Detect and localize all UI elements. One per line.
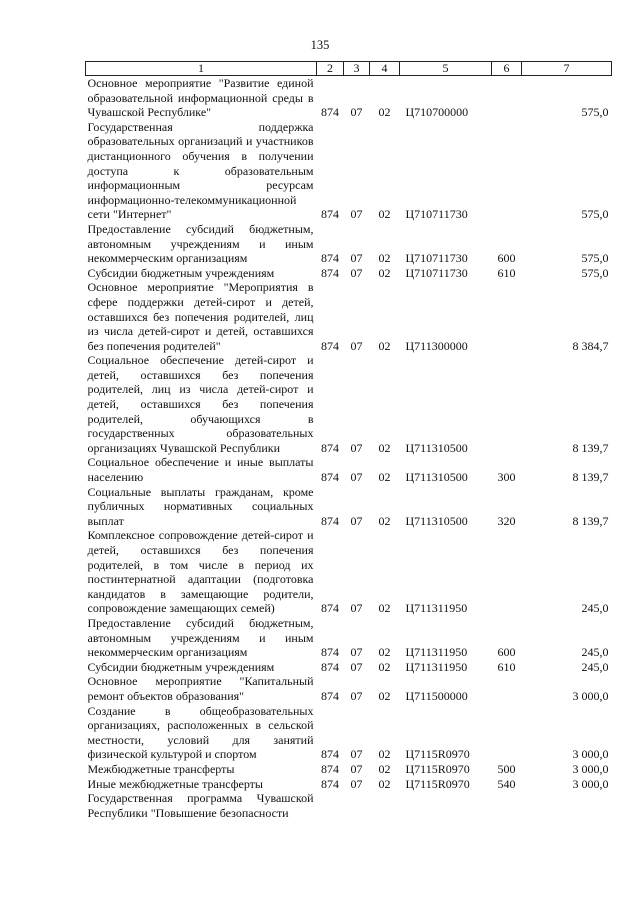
row-subsection-code: 02: [378, 645, 391, 660]
row-subsection-code: 02: [378, 251, 391, 266]
header-col-5: 5: [400, 62, 492, 76]
row-amount: 3 000,0: [572, 776, 609, 791]
row-target-article: Ц710711730: [405, 207, 468, 222]
row-subsection-code: 02: [378, 688, 391, 703]
row-description: Иные межбюджетные трансферты: [87, 776, 263, 791]
table-row: [86, 660, 612, 675]
table-row: [86, 280, 612, 353]
row-ministry-code: 874: [321, 513, 339, 528]
row-target-article: Ц711311950: [405, 645, 468, 660]
row-target-article: Ц7115R0970: [405, 776, 470, 791]
row-expense-type: [492, 353, 522, 455]
row-expense-type: [492, 528, 522, 616]
header-col-1: 1: [86, 62, 317, 76]
row-expense-type: 320: [497, 513, 516, 528]
row-amount: 3 000,0: [572, 747, 609, 762]
row-section-code: [344, 791, 370, 820]
row-subsection-code: 02: [378, 659, 391, 674]
row-description: Государственная поддержка образовательных организаций и участников дистанционного обучения в получении доступа к образовательным информационным ресурсам информационно-телекоммуникационной сети "Интернет": [87, 119, 314, 222]
row-amount: 3 000,0: [572, 761, 609, 776]
table-row: [86, 222, 612, 266]
row-section-code: 07: [350, 338, 363, 353]
row-amount: 575,0: [581, 265, 609, 280]
row-target-article: Ц710711730: [405, 265, 468, 280]
row-target-article: Ц710700000: [405, 105, 469, 120]
row-ministry-code: 874: [321, 207, 339, 222]
row-amount: [522, 791, 612, 820]
row-amount: 8 139,7: [572, 440, 609, 455]
row-ministry-code: 874: [321, 601, 339, 616]
row-ministry-code: [317, 791, 344, 820]
table-row: [86, 791, 612, 820]
row-ministry-code: 874: [321, 440, 339, 455]
row-section-code: 07: [350, 440, 363, 455]
row-subsection-code: 02: [378, 105, 391, 120]
row-ministry-code: 874: [321, 251, 339, 266]
row-ministry-code: 874: [321, 265, 339, 280]
row-section-code: 07: [350, 601, 363, 616]
row-amount: 245,0: [581, 645, 609, 660]
row-subsection-code: 02: [378, 761, 391, 776]
row-description: Субсидии бюджетным учреждениям: [87, 659, 275, 674]
row-subsection-code: [370, 791, 400, 820]
header-row: [86, 62, 612, 76]
row-description: Комплексное сопровождение детей-сирот и детей, оставшихся без попечения родителей, в том числе в период их постинтернатной адаптации (подготовка кандидатов в замещающие родители, сопровождение замещающих семей): [87, 528, 314, 616]
table-row: [86, 704, 612, 762]
row-target-article: Ц710711730: [405, 251, 468, 266]
row-subsection-code: 02: [378, 601, 391, 616]
row-target-article: Ц711311950: [405, 659, 468, 674]
header-col-2: 2: [317, 62, 344, 76]
row-target-article: Ц7115R0970: [405, 761, 470, 776]
row-ministry-code: 874: [321, 659, 339, 674]
row-target-article: Ц711310500: [405, 470, 468, 485]
row-description: Государственная программа Чувашской Республики "Повышение безопасности: [87, 791, 314, 820]
row-ministry-code: 874: [321, 105, 339, 120]
row-amount: 575,0: [581, 105, 609, 120]
row-subsection-code: 02: [378, 440, 391, 455]
row-target-article: [400, 791, 492, 820]
row-description: Основное мероприятие "Капитальный ремонт объектов образования": [87, 674, 314, 703]
table-row: [86, 266, 612, 281]
row-ministry-code: 874: [321, 645, 339, 660]
row-target-article: Ц711310500: [405, 513, 468, 528]
row-expense-type: [492, 674, 522, 703]
row-subsection-code: 02: [378, 513, 391, 528]
row-target-article: Ц711310500: [405, 440, 468, 455]
table-row: [86, 674, 612, 703]
table-row: [86, 485, 612, 529]
row-amount: 245,0: [581, 659, 609, 674]
row-expense-type: [492, 791, 522, 820]
row-expense-type: [492, 704, 522, 762]
table-row: [86, 762, 612, 777]
row-ministry-code: 874: [321, 776, 339, 791]
row-target-article: Ц711311950: [405, 601, 468, 616]
row-amount: 3 000,0: [572, 688, 609, 703]
row-section-code: 07: [350, 688, 363, 703]
row-description: Межбюджетные трансферты: [87, 761, 235, 776]
row-subsection-code: 02: [378, 265, 391, 280]
table-row: [86, 528, 612, 616]
row-description: Предоставление субсидий бюджетным, автономным учреждениям и иным некоммерческим организациям: [87, 221, 314, 266]
row-expense-type: [492, 280, 522, 353]
row-section-code: 07: [350, 470, 363, 485]
row-expense-type: 300: [497, 470, 516, 485]
row-expense-type: [492, 120, 522, 222]
row-description: Основное мероприятие "Мероприятия в сфере поддержки детей-сирот и детей, оставшихся без попечения родителей, лиц из числа детей-сирот и детей, оставшихся без попечения родителей": [87, 280, 314, 353]
row-subsection-code: 02: [378, 207, 391, 222]
row-amount: 8 139,7: [572, 470, 609, 485]
row-section-code: 07: [350, 776, 363, 791]
row-description: Социальные выплаты гражданам, кроме публичных нормативных социальных выплат: [87, 484, 314, 528]
row-description: Социальное обеспечение и иные выплаты населению: [87, 455, 314, 485]
row-amount: 8 384,7: [572, 338, 609, 353]
row-description: Основное мероприятие "Развитие единой образовательной информационной среды в Чувашской Республике": [87, 76, 314, 120]
header-col-4: 4: [370, 62, 400, 76]
header-col-7: 7: [522, 62, 612, 76]
row-expense-type: 600: [497, 251, 516, 266]
row-expense-type: 500: [497, 761, 516, 776]
row-subsection-code: 02: [378, 338, 391, 353]
row-description: Предоставление субсидий бюджетным, автономным учреждениям и иным некоммерческим организациям: [87, 615, 314, 660]
row-section-code: 07: [350, 251, 363, 266]
row-expense-type: 610: [497, 659, 516, 674]
row-ministry-code: 874: [321, 470, 339, 485]
row-section-code: 07: [350, 105, 363, 120]
row-ministry-code: 874: [321, 688, 339, 703]
page-number: 135: [310, 38, 330, 52]
row-section-code: 07: [350, 747, 363, 762]
row-section-code: 07: [350, 207, 363, 222]
table-row: [86, 120, 612, 222]
header-col-3: 3: [344, 62, 370, 76]
row-expense-type: [492, 76, 522, 120]
row-expense-type: 600: [497, 645, 516, 660]
table-row: [86, 76, 612, 120]
row-description: Создание в общеобразовательных организациях, расположенных в сельской местности, условий для занятий физической культурой и спортом: [87, 703, 314, 762]
budget-table: [85, 61, 612, 820]
row-description: Социальное обеспечение детей-сирот и детей, оставшихся без попечения родителей, лиц из числа детей-сирот и детей, оставшихся без попечения родителей, обучающихся в государственных образовательных организациях Чувашской Республики: [87, 353, 314, 455]
table-row: [86, 455, 612, 484]
row-amount: 575,0: [581, 251, 609, 266]
row-amount: 575,0: [581, 207, 609, 222]
row-expense-type: 540: [497, 776, 516, 791]
header-col-6: 6: [492, 62, 522, 76]
row-ministry-code: 874: [321, 747, 339, 762]
row-description: Субсидии бюджетным учреждениям: [87, 265, 275, 280]
row-expense-type: 610: [497, 265, 516, 280]
row-target-article: Ц711300000: [405, 338, 468, 353]
row-amount: 8 139,7: [572, 513, 609, 528]
row-subsection-code: 02: [378, 776, 391, 791]
row-section-code: 07: [350, 761, 363, 776]
row-section-code: 07: [350, 659, 363, 674]
row-section-code: 07: [350, 645, 363, 660]
row-target-article: Ц7115R0970: [405, 747, 470, 762]
row-section-code: 07: [350, 513, 363, 528]
row-subsection-code: 02: [378, 470, 391, 485]
row-ministry-code: 874: [321, 761, 339, 776]
table-row: [86, 616, 612, 660]
row-subsection-code: 02: [378, 747, 391, 762]
table-row: [86, 353, 612, 455]
row-amount: 245,0: [581, 601, 609, 616]
row-ministry-code: 874: [321, 338, 339, 353]
row-target-article: Ц711500000: [405, 688, 468, 703]
table-row: [86, 777, 612, 792]
row-section-code: 07: [350, 265, 363, 280]
